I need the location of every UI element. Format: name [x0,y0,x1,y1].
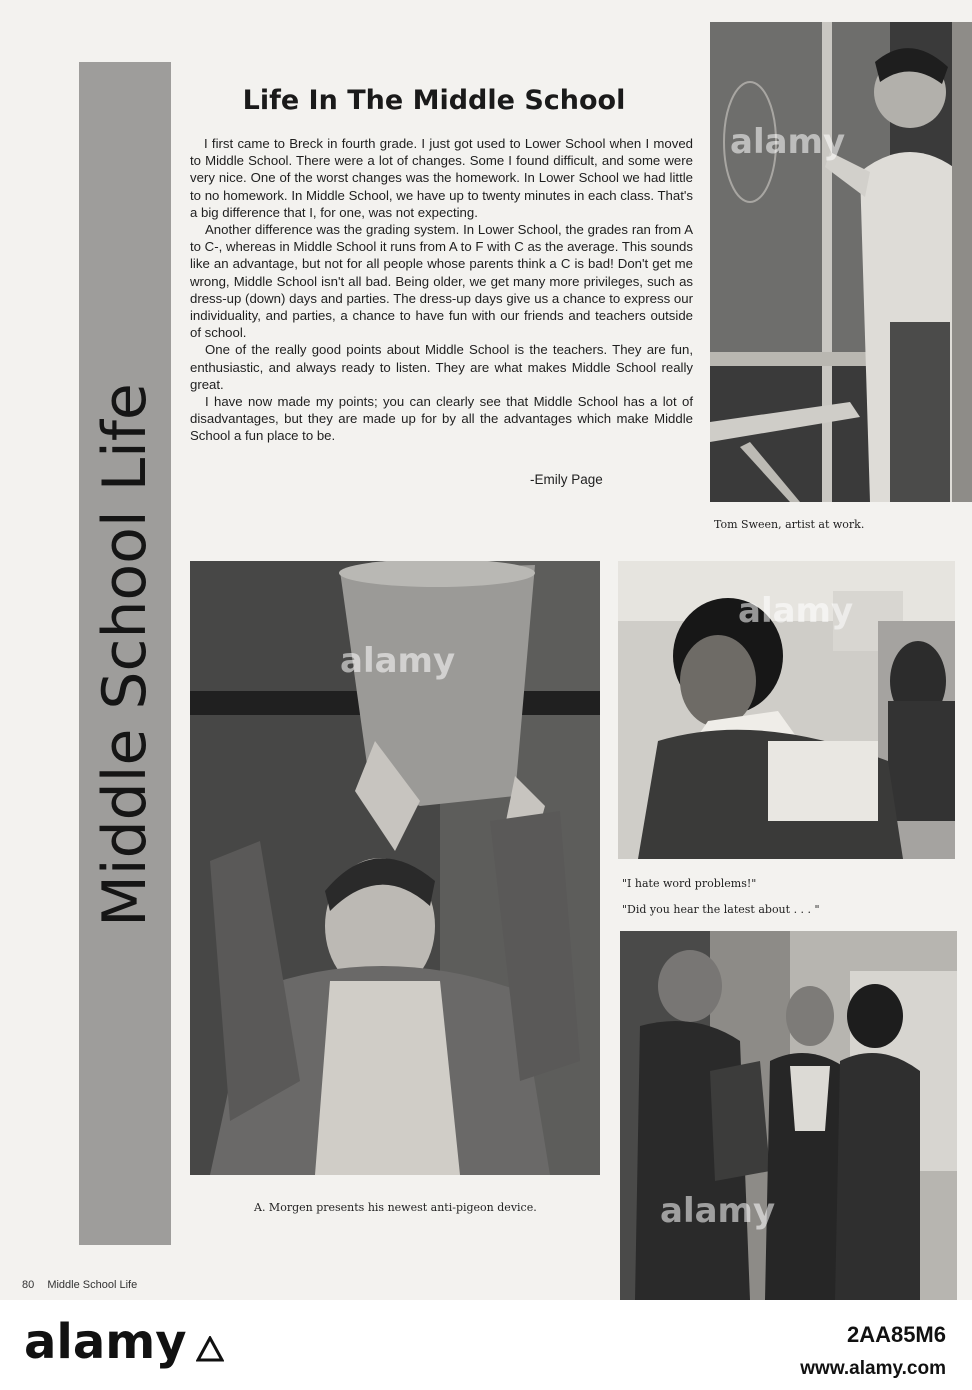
article-paragraph: I first came to Breck in fourth grade. I just got used to Lower School when I moved to Middle School. There were a lot of changes. Some I found difficult, and some were very nice. One of the worst changes was the homework. In Lower School we had little to no homework. In Middle School, we have up to twenty minutes in each class. That's a big difference that I, for one, was not expecting. [190,136,693,220]
page-folio [22,1279,137,1291]
article-paragraph: I have now made my points; you can clearly see that Middle School has a lot of disadvantages, but they are made up for by all the advantages which make Middle School a fun place to be. [190,394,693,444]
bucket-caption: A. Morgen presents his newest anti-pigeon device. [254,1201,537,1214]
bucket-photo [190,561,600,1175]
article-paragraph: Another difference was the grading system. In Lower School, the grades ran from A to C-, whereas in Middle School it runs from A to F with C as the average. This sounds like an advantage, but not for all people whose parents think a C is bad! Don't get me wrong, Middle School isn't all bad. Being older, we get many more privileges, such as dress-up (down) days and parties. The dress-up days give us a chance to express our individuality, and parties, a chance to have fun with our friends and teachers outside of school. [190,222,693,341]
watermark-text: alamy [660,1191,776,1231]
lockers-photo [620,931,957,1300]
side-title: Middle School Life [90,383,160,927]
word-problems-photo [618,561,955,859]
article-body [190,135,693,445]
alamy-logo: alamy [24,1314,187,1370]
chalkboard-photo-image [710,22,972,502]
chalkboard-photo [710,22,972,502]
watermark-text: alamy [738,591,854,631]
article-headline: Life In The Middle School [242,85,626,116]
article-byline: -Emily Page [530,472,603,487]
word-problems-caption: "I hate word problems!" [622,877,757,890]
stock-footer [0,1300,972,1390]
article-paragraph: One of the really good points about Middle School is the teachers. They are fun, enthusiastic, and always ready to listen. They are what makes Middle School really great. [190,342,693,392]
site-url[interactable]: www.alamy.com [800,1358,946,1379]
footer-meta [800,1322,946,1380]
latest-caption: "Did you hear the latest about . . . " [622,903,820,916]
lockers-photo-image [620,931,957,1300]
image-id: 2AA85M6 [846,1322,946,1347]
watermark-text: alamy [730,122,846,162]
folio-section: Middle School Life [47,1279,138,1291]
alamy-mark-icon [196,1336,224,1364]
watermark-text: alamy [340,641,456,681]
page-number: 80 [22,1279,35,1291]
chalkboard-caption: Tom Sween, artist at work. [714,518,865,531]
